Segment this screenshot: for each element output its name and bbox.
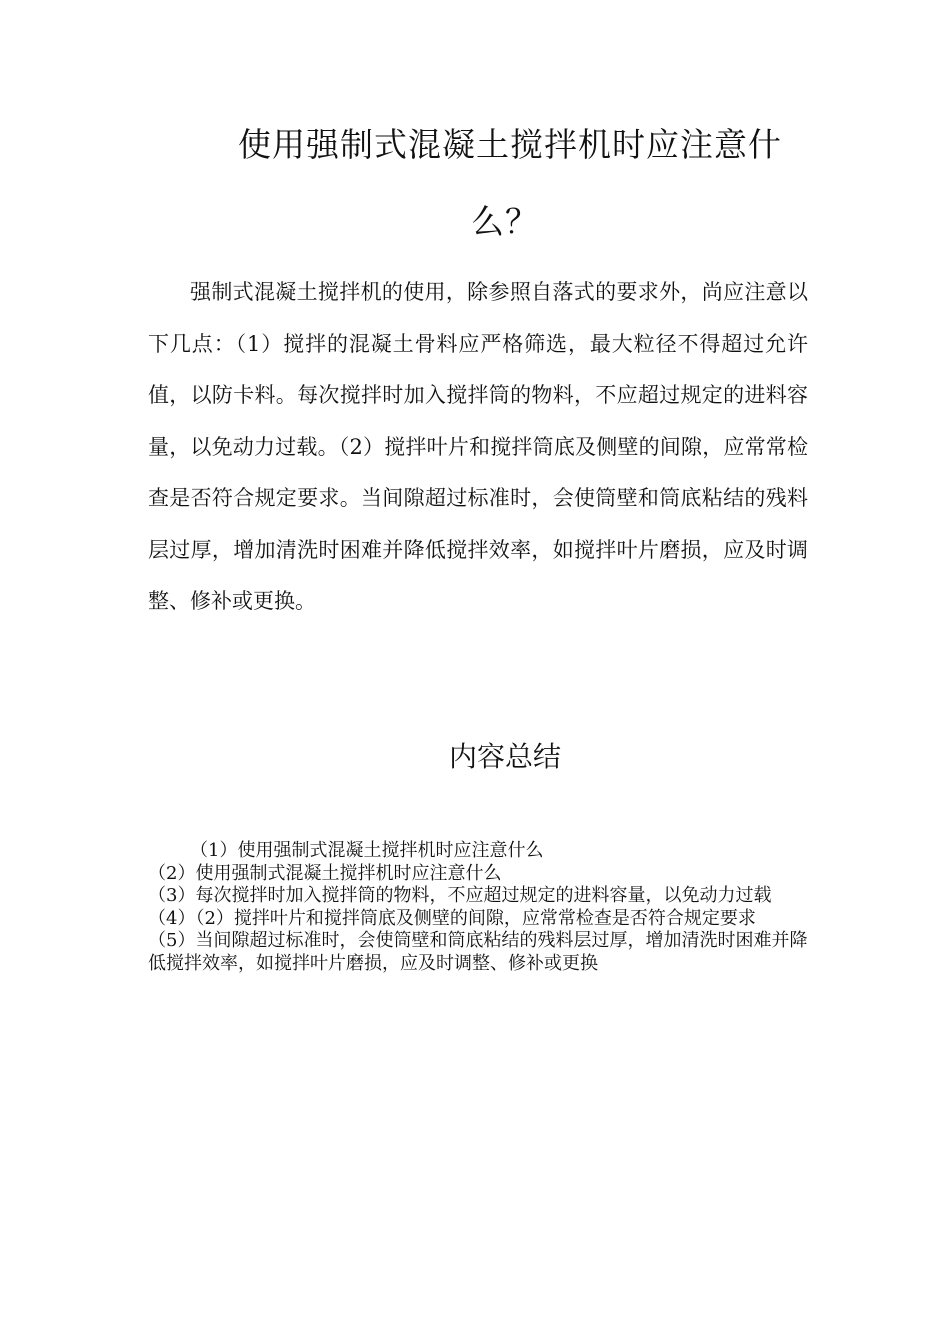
summary-heading: 内容总结 bbox=[448, 740, 561, 773]
document-title-line-1: 使用强制式混凝土搅拌机时应注意什 bbox=[238, 125, 782, 164]
summary-item: （5）当间隙超过标准时，会使筒壁和筒底粘结的残料层过厚，增加清洗时困难并降低搅拌效率，如搅拌叶片磨损，应及时调整、修补或更换 bbox=[148, 930, 808, 974]
summary-item: （3）每次搅拌时加入搅拌筒的物料，不应超过规定的进料容量，以免动力过载 bbox=[148, 885, 772, 906]
body-paragraph: 强制式混凝土搅拌机的使用，除参照自落式的要求外，尚应注意以下几点：（1）搅拌的混凝土骨料应严格筛选，最大粒径不得超过允许值，以防卡料。每次搅拌时加入搅拌筒的物料，不应超过规定的进料容量，以免动力过载。（2）搅拌叶片和搅拌筒底及侧壁的间隙，应常常检查是否符合规定要求。当间隙超过标准时，会使筒壁和筒底粘结的残料层过厚，增加清洗时困难并降低搅拌效率，如搅拌叶片磨损，应及时调整、修补或更换。 bbox=[148, 280, 808, 613]
summary-list bbox=[148, 840, 808, 975]
document-title-line-2: 么？ bbox=[471, 202, 539, 241]
summary-item: （4）（2）搅拌叶片和搅拌筒底及侧壁的间隙，应常常检查是否符合规定要求 bbox=[148, 907, 756, 929]
summary-item: （2）使用强制式混凝土搅拌机时应注意什么 bbox=[148, 862, 502, 884]
summary-item: （1）使用强制式混凝土搅拌机时应注意什么 bbox=[190, 840, 544, 861]
